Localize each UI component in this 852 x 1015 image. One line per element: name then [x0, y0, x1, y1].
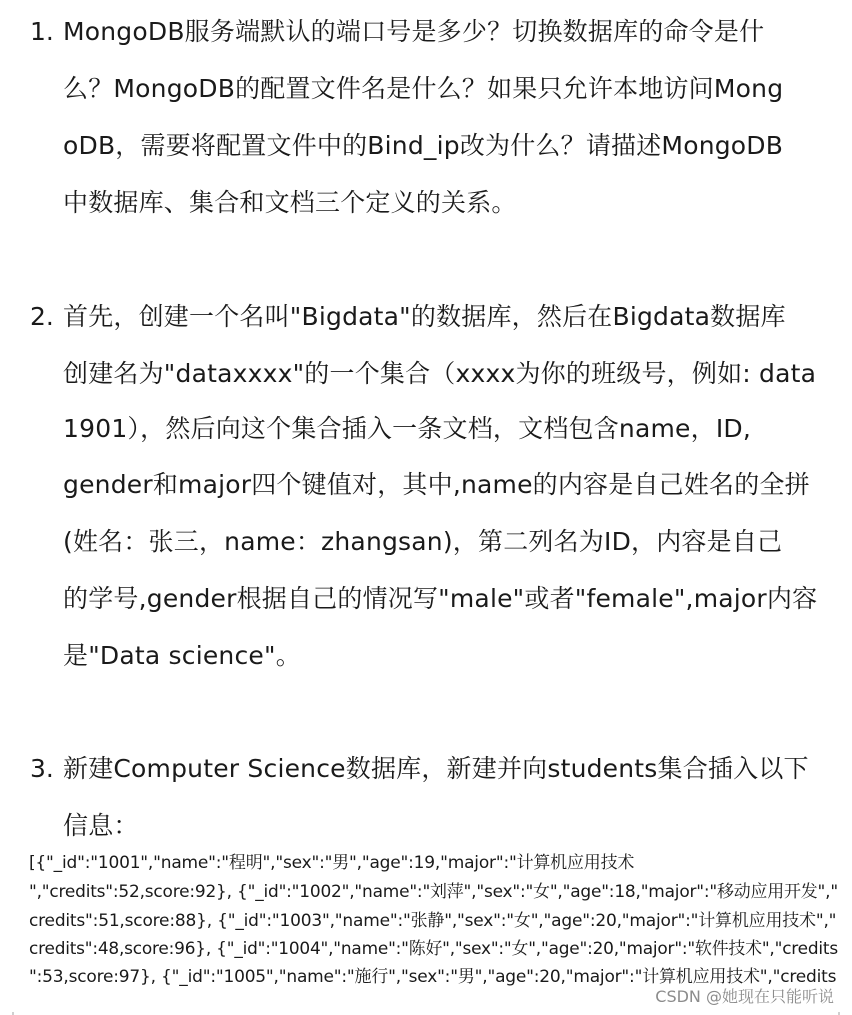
data-line: credits":48,score:96}, {"_id":"1004","name":"陈好","sex":"女","age":20,"major":"软件技术","credits: [29, 939, 838, 959]
csdn-watermark: CSDN @她现在只能听说: [655, 987, 834, 1006]
question-line: 信息：: [63, 811, 139, 840]
question-line: 中数据库、集合和文档三个定义的关系。: [63, 188, 517, 217]
question-line: 新建Computer Science数据库，新建并向students集合插入以下: [63, 754, 809, 783]
data-line: ","credits":52,score:92}, {"_id":"1002","name":"刘萍","sex":"女","age":18,"major":"移动应用开发",": [29, 882, 838, 902]
question-line: 么？MongoDB的配置文件名是什么？如果只允许本地访问Mong: [63, 74, 784, 103]
question-line: 1901），然后向这个集合插入一条文档，文档包含name，ID,: [63, 414, 751, 443]
data-line: [{"_id":"1001","name":"程明","sex":"男","age":19,"major":"计算机应用技术: [29, 853, 635, 873]
question-line: (姓名：张三，name：zhangsan)，第二列名为ID，内容是自己: [63, 527, 783, 556]
question-line: 是"Data science"。: [63, 641, 301, 670]
question-line: 创建名为"dataxxxx"的一个集合（xxxx为你的班级号，例如: data: [63, 359, 817, 388]
data-line: credits":51,score:88}, {"_id":"1003","name":"张静","sex":"女","age":20,"major":"计算机应用技术",": [29, 911, 837, 931]
data-line: ":53,score:97}, {"_id":"1005","name":"施行","sex":"男","age":20,"major":"计算机应用技术","credits: [29, 967, 837, 987]
question-number: 3.: [30, 754, 54, 783]
question-line: oDB，需要将配置文件中的Bind_ip改为什么？请描述MongoDB: [63, 131, 784, 160]
question-line: gender和major四个键值对，其中,name的内容是自己姓名的全拼: [63, 470, 810, 499]
question-number: 1.: [30, 17, 54, 46]
question-line: 首先，创建一个名叫"Bigdata"的数据库，然后在Bigdata数据库: [63, 302, 786, 331]
question-number: 2.: [30, 302, 54, 331]
question-line: 的学号,gender根据自己的情况写"male"或者"female",major内容: [63, 584, 818, 613]
question-line: MongoDB服务端默认的端口号是多少？切换数据库的命令是什: [63, 17, 765, 46]
